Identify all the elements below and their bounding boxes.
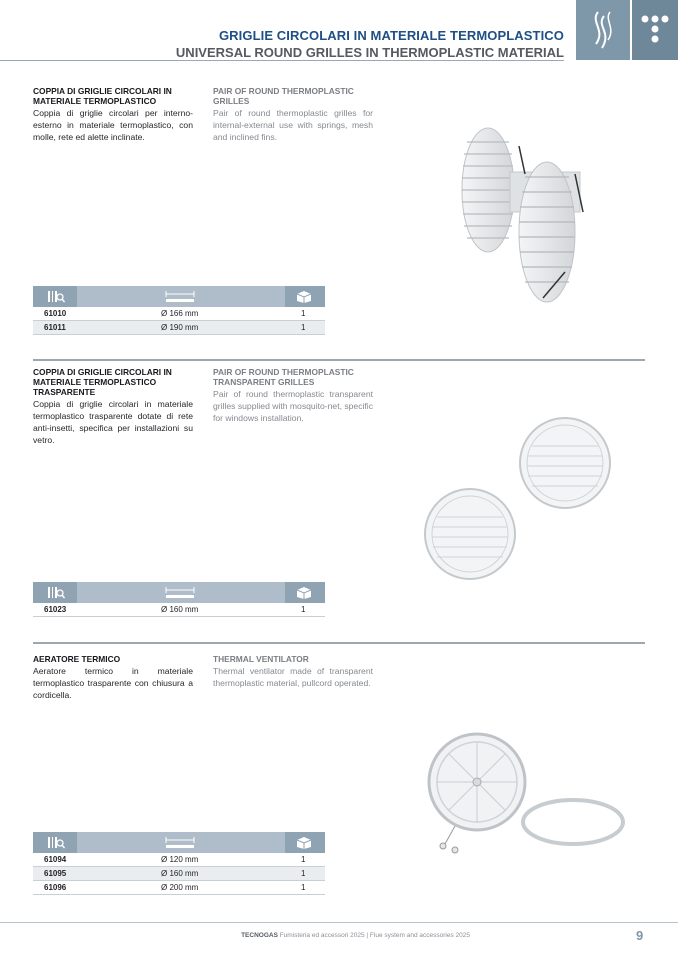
product-table-1 — [33, 286, 325, 335]
table-header — [33, 582, 325, 603]
page-title-en: UNIVERSAL ROUND GRILLES IN THERMOPLASTIC MATERIAL — [175, 45, 564, 60]
section-2-title-it: COPPIA DI GRIGLIE CIRCOLARI IN MATERIALE TERMOPLASTICO TRASPARENTE — [33, 367, 172, 397]
dimension-icon — [165, 835, 195, 850]
page-title-it: GRIGLIE CIRCOLARI IN MATERIALE TERMOPLASTICO — [218, 28, 564, 43]
section-2-desc-en: Pair of round thermoplastic transparent grilles supplied with mosquito-net, specific for windows installation. — [213, 389, 374, 423]
section-divider — [33, 642, 645, 644]
footer-brand: TECNOGAS — [241, 932, 278, 939]
section-2-desc-it: Coppia di griglie circolari in materiale termoplastico trasparente dotate di rete anti-insetti, specifica per installazioni su vetro. — [33, 399, 193, 445]
dimension-icon — [165, 585, 195, 600]
footer-rule — [0, 922, 678, 923]
table-row: 61095 Ø 160 mm 1 — [33, 867, 325, 881]
table-row: 61011 Ø 190 mm 1 — [33, 321, 325, 335]
tecnogas-logo-icon — [632, 0, 678, 60]
table-header — [33, 286, 325, 307]
table-header — [33, 832, 325, 853]
package-quantity-icon — [295, 835, 313, 850]
section-2-title-en: PAIR OF ROUND THERMOPLASTIC TRANSPARENT GRILLES — [213, 367, 354, 387]
section-3-desc-en: Thermal ventilator made of transparent thermoplastic material, pullcord operated. — [213, 666, 373, 688]
product-code-icon — [47, 585, 65, 600]
table-row: 61010 Ø 166 mm 1 — [33, 307, 325, 321]
footer-text — [241, 932, 470, 939]
section-1-desc-en: Pair of round thermoplastic grilles for internal-external use with springs, mesh and inclined fins. — [213, 108, 373, 142]
product-code-icon — [47, 289, 65, 304]
section-1-title-en: PAIR OF ROUND THERMOPLASTIC GRILLES — [213, 86, 354, 106]
section-1-desc-it: Coppia di griglie circolari per interno-esterno in materiale termoplastico, con molle, rete ed alette inclinate. — [33, 108, 193, 142]
page-number: 9 — [636, 928, 644, 943]
package-quantity-icon — [295, 585, 313, 600]
dimension-icon — [165, 289, 195, 304]
flue-smoke-icon — [576, 0, 630, 60]
section-3-desc-it: Aeratore termico in materiale termoplastico trasparente con chiusura a cordicella. — [33, 666, 193, 700]
table-row: 61023 Ø 160 mm 1 — [33, 603, 325, 617]
transparent-grilles-photo — [422, 408, 614, 588]
product-table-3 — [33, 832, 325, 895]
section-divider — [33, 359, 645, 361]
product-table-2 — [33, 582, 325, 617]
footer-caption: Fumisteria ed accessori 2025 | Flue system and accessories 2025 — [277, 932, 470, 939]
table-row: 61096 Ø 200 mm 1 — [33, 881, 325, 895]
round-grilles-photo — [455, 122, 590, 312]
product-code-icon — [47, 835, 65, 850]
header-rule — [0, 60, 564, 61]
table-row: 61094 Ø 120 mm 1 — [33, 853, 325, 867]
package-quantity-icon — [295, 289, 313, 304]
section-3-title-it: AERATORE TERMICO — [33, 654, 121, 664]
section-3-title-en: THERMAL VENTILATOR — [213, 654, 309, 664]
thermal-ventilator-photo — [425, 722, 625, 857]
section-1-title-it: COPPIA DI GRIGLIE CIRCOLARI IN MATERIALE TERMOPLASTICO — [33, 86, 172, 106]
